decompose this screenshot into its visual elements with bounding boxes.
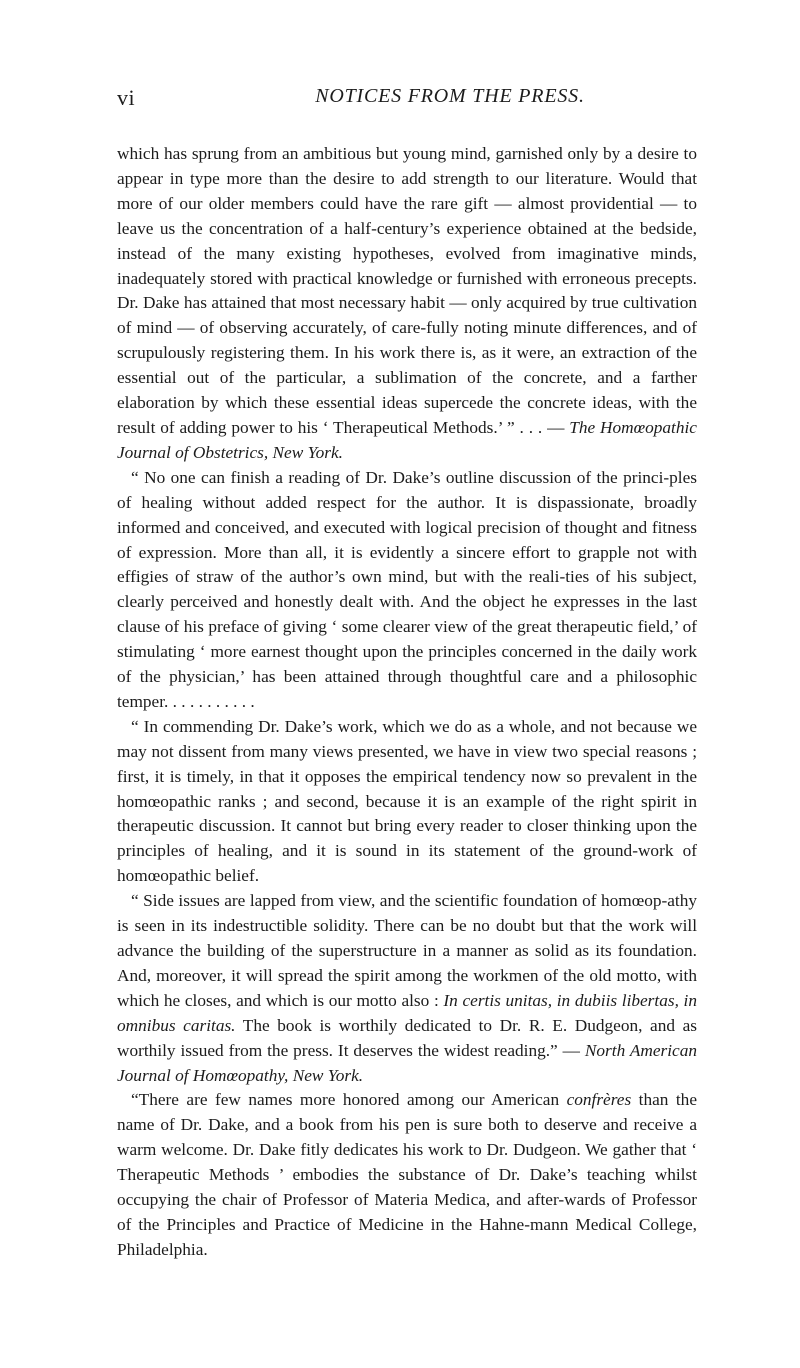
paragraph-5-text-before: “There are few names more honored among our American xyxy=(131,1090,567,1110)
paragraph-4-text-after: The book is worthily dedicated to Dr. R. E. Dudgeon, and as worthily issued from the press. It deserves the widest reading.” — xyxy=(117,1015,698,1060)
paragraph-4-motto: In certis unitas, in dubiis libertas, in omnibus caritas. xyxy=(117,990,698,1035)
paragraph-2 xyxy=(117,466,697,715)
paragraph-1-source: The Homœopathic Journal of Obstetrics, New York. xyxy=(117,417,697,462)
running-head-title: NOTICES FROM THE PRESS. xyxy=(315,85,585,107)
paragraph-4-source: North American Journal of Homœopathy, New York. xyxy=(117,1040,698,1085)
paragraph-1 xyxy=(117,142,697,466)
paragraph-4 xyxy=(117,889,697,1088)
paragraph-3 xyxy=(117,715,697,889)
paragraph-4-text: “ Side issues are lapped from view, and the scientific foundation of homœop-athy is seen in its indestructible solidity. There can be no doubt but that the work will advance the building of the superstructure in a manner as solid as its foundation. And, moreover, it will spread the spirit among the workmen of the old motto, with which he closes, and which is our motto also : xyxy=(117,891,697,1010)
body-text xyxy=(117,142,697,1263)
paragraph-3-text: “ In commending Dr. Dake’s work, which we do as a whole, and not because we may not dissent from many views presented, we have in view two special reasons ; first, it is timely, in that it opposes the empirical tendency now so prevalent in the homœopathic ranks ; and second, because it is an example of the right spirit in therapeutic discussion. It cannot but bring every reader to closer thinking upon the principles of healing, and it is sound in its statement of the ground-work of homœopathic belief. xyxy=(117,716,697,886)
paragraph-5 xyxy=(117,1088,697,1262)
paragraph-5-text: than the name of Dr. Dake, and a book from his pen is sure both to deserve and receive a warm welcome. Dr. Dake fitly dedicates his work to Dr. Dudgeon. We gather that ‘ Therapeutic Methods ’ embodies the substance of Dr. Dake’s teaching whilst occupying the chair of Professor of Materia Medica, and after-wards of Professor of the Principles and Practice of Medicine in the Hahne-mann Medical College, Philadelphia. xyxy=(117,1090,697,1259)
page-number: vi xyxy=(117,85,136,110)
paragraph-2-text: “ No one can finish a reading of Dr. Dake’s outline discussion of the princi-ples of healing without added respect for the author. It is dispassionate, broadly informed and conceived, and executed with logical precision of thought and fitness of expression. More than all, it is evidently a sincere effort to grapple not with effigies of straw of the author’s own mind, but with the reali-ties of his subject, clearly perceived and honestly dealt with. And the object he expresses in the last clause of his preface of giving ‘ some clearer view of the great therapeutic field,’ of stimulating ‘ more earnest thought upon the principles concerned in the daily work of the physician,’ has been attained through thoughtful care and a philosophic temper. . . . . . . . . . . xyxy=(117,467,697,711)
running-head xyxy=(117,85,695,115)
paragraph-5-term: confrères xyxy=(566,1090,632,1110)
paragraph-1-text: which has sprung from an ambitious but young mind, garnished only by a desire to appear in type more than the desire to add strength to our literature. Would that more of our older members could have the rare gift — almost providential — to leave us the concentration of a half-century’s experience obtained at the bedside, instead of the many existing hypotheses, evolved from imaginative minds, inadequately stored with practical knowledge or furnished with erroneous precepts. Dr. Dake has attained that most necessary habit — only acquired by true cultivation of mind — of observing accurately, of care-fully noting minute differences, and of scrupulously registering them. In his work there is, as it were, an extraction of the essential out of the particular, a sublimation of the concrete, and a farther elaboration by which these essential ideas supercede the concrete ideas, with the result of adding power to his ‘ Therapeutical Methods.’ ” . . . — xyxy=(117,144,697,437)
